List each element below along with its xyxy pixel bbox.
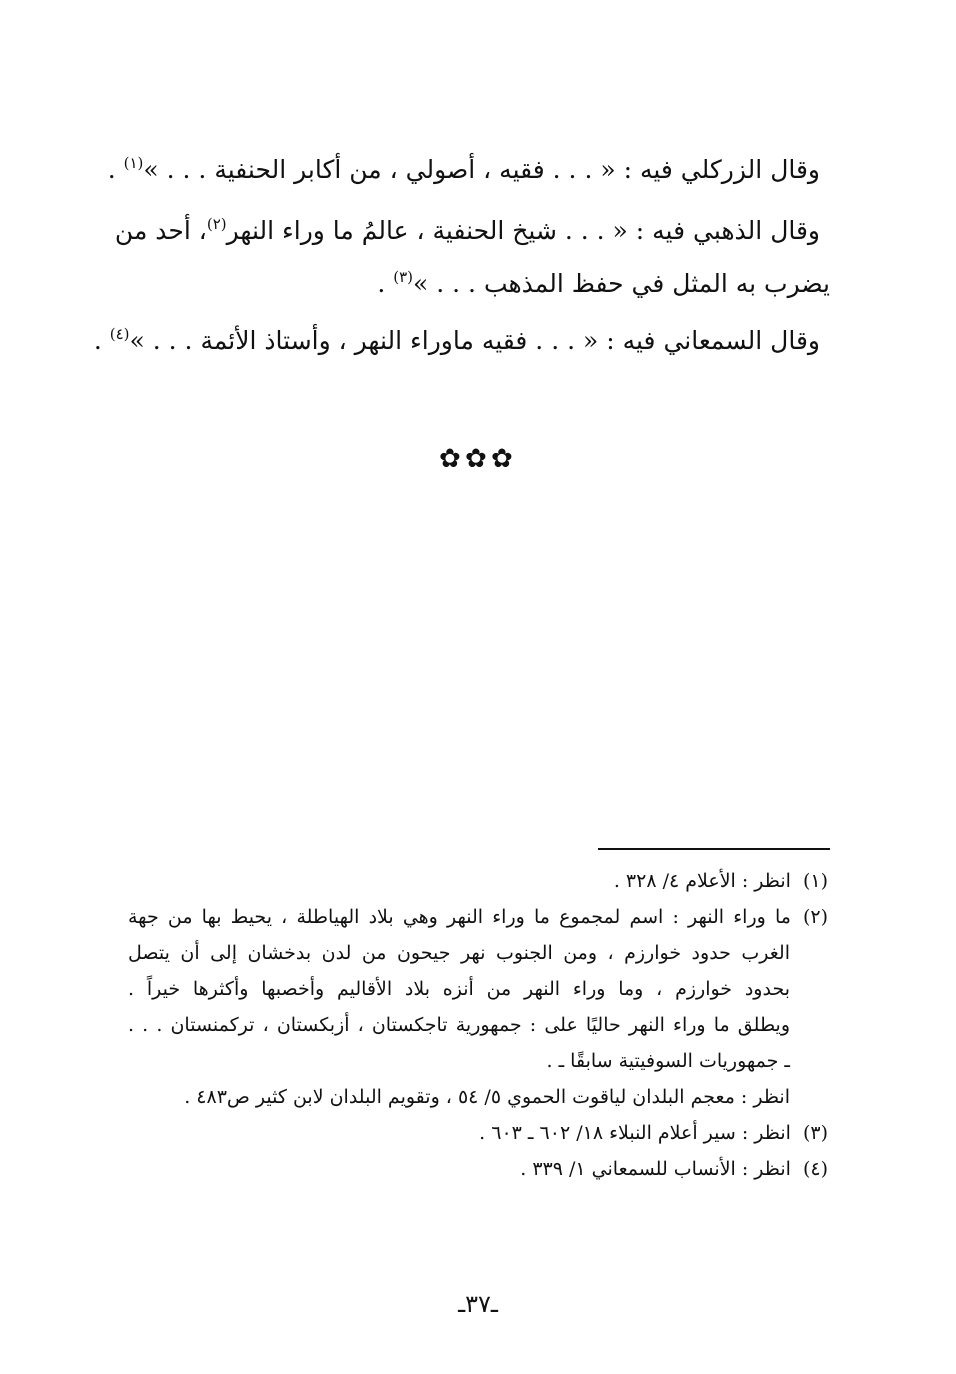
footnote-divider: [598, 848, 830, 850]
footnote-2-text-3: بحدود خوارزم ، وما وراء النهر من أنزه بلاد الأقاليم وأخصبها وأكثرها خيراً .: [128, 978, 790, 1000]
paragraph-zirikli-text: وقال الزركلي فيه : « . . . فقيه ، أصولي ، من أكابر الحنفية . . . »: [143, 155, 820, 184]
paragraph-dhahabi-text-a: وقال الذهبي فيه : « . . . شيخ الحنفية ، عالمُ ما وراء النهر: [226, 216, 820, 245]
footnote-4: [520, 1154, 828, 1184]
paragraph-dhahabi-line1: [114, 214, 820, 251]
paragraph-dhahabi-line2: [377, 267, 830, 304]
footnote-ref-2[interactable]: (٢): [206, 215, 227, 233]
paragraph-zirikli: [108, 153, 820, 190]
footnote-2-line5: [546, 1046, 790, 1076]
paragraph-dhahabi-text-b: ، أحد من: [114, 216, 207, 245]
footnote-2-text-4: ويطلق ما وراء النهر حاليًا على : جمهورية تاجكستان ، أزبكستان ، تركمنستان . . .: [128, 1014, 790, 1036]
footnote-2-text-5: ـ جمهوريات السوفيتية سابقًا ـ .: [546, 1050, 790, 1072]
page-number: ـ٣٧ـ: [458, 1290, 498, 1318]
paragraph-samani-text: وقال السمعاني فيه : « . . . فقيه ماوراء النهر ، وأستاذ الأئمة . . . »: [129, 326, 820, 355]
footnote-2-text-1: ما وراء النهر : اسم لمجموع ما وراء النهر وهي بلاد الهياطلة ، يحيط بها من جهة: [128, 906, 791, 928]
footnote-2-line6: [184, 1082, 790, 1112]
footnote-4-label: (٤): [802, 1158, 828, 1180]
paragraph-samani-end: .: [93, 326, 102, 355]
flower-ornament-icon: ✿: [439, 444, 475, 474]
footnote-2-label: (٢): [802, 906, 828, 928]
footnote-4-text: انظر : الأنساب للسمعاني ١/ ٣٣٩ .: [520, 1158, 791, 1180]
footnote-2-line3: [128, 974, 790, 1004]
footnote-2-line1: [128, 902, 828, 932]
footnote-ref-1[interactable]: (١): [123, 154, 144, 172]
paragraph-dhahabi-end: .: [377, 269, 386, 298]
footnote-ref-3[interactable]: (٣): [393, 268, 414, 286]
footnote-ref-4[interactable]: (٤): [109, 325, 130, 343]
flower-ornament-icon: ✿: [491, 444, 527, 474]
footnote-3-text: انظر : سير أعلام النبلاء ١٨/ ٦٠٢ ـ ٦٠٣ .: [479, 1122, 791, 1144]
footnote-1-label: (١): [802, 870, 828, 892]
footnote-1: [614, 866, 828, 896]
paragraph-dhahabi-text-c: يضرب به المثل في حفظ المذهب . . . »: [413, 269, 830, 298]
paragraph-zirikli-end: .: [107, 155, 116, 184]
footnote-2-line4: [128, 1010, 790, 1040]
footnote-3-label: (٣): [802, 1122, 828, 1144]
paragraph-samani: [94, 324, 820, 361]
flower-ornament-icon: ✿: [465, 444, 501, 474]
footnote-1-text: انظر : الأعلام ٤/ ٣٢٨ .: [613, 870, 791, 892]
footnote-2-text-6: انظر : معجم البلدان لياقوت الحموي ٥/ ٥٤ ، وتقويم البلدان لابن كثير ص٤٨٣ .: [184, 1086, 790, 1108]
section-ornament: [0, 444, 956, 474]
footnote-3: [479, 1118, 828, 1148]
footnote-2-line2: [128, 938, 790, 968]
footnote-2-text-2: الغرب حدود خوارزم ، ومن الجنوب نهر جيحون من لدن بدخشان إلى أن يتصل: [128, 942, 790, 964]
